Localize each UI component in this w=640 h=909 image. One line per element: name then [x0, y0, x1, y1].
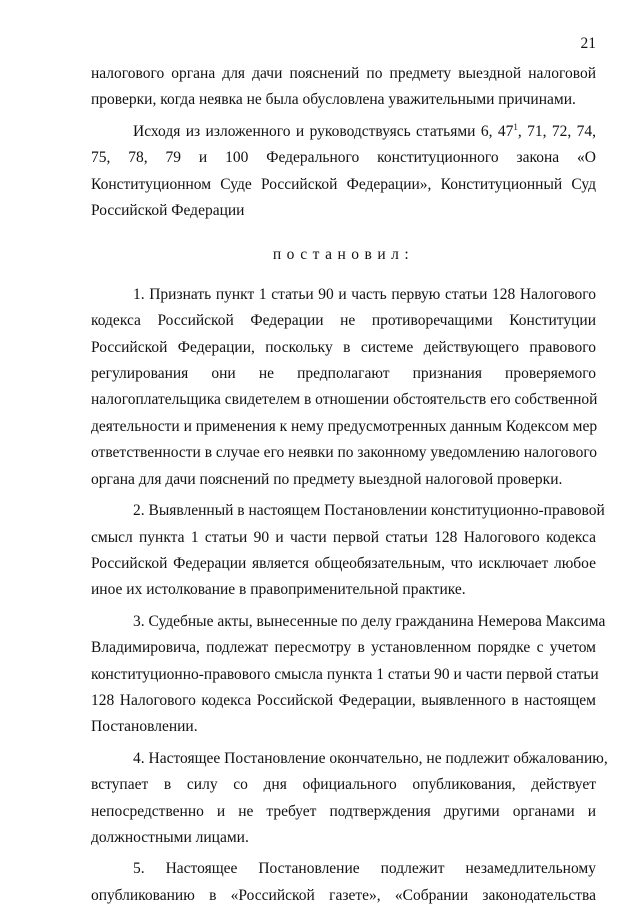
text-line: налогового органа для дачи пояснений по предмету выездной налоговой — [91, 65, 596, 82]
basis-text: Исходя из изложенного и руководствуясь статьями 6, 47 — [133, 122, 514, 140]
basis-text-continued: , 71, 72, 74, — [517, 122, 597, 140]
text-line: ответственности в случае его неявки по законному уведомлению налогового — [91, 444, 598, 462]
text-line: органа для дачи пояснений по предмету выездной налоговой проверки. — [91, 470, 563, 488]
resolution-item-5 — [91, 856, 596, 909]
basis-paragraph — [91, 119, 596, 225]
text-line: иное их истолкование в правоприменительной практике. — [91, 581, 466, 599]
resolution-item-2 — [91, 498, 605, 604]
text-line: Российской Федерации является общеобязательным, что исключает любое — [91, 554, 596, 572]
text-line: 128 Налогового кодекса Российской Федерации, выявленного в настоящем — [91, 691, 596, 709]
resolution-item-4 — [91, 746, 608, 852]
text-line: конституционно-правового смысла пункта 1 статьи 90 и части первой статьи — [91, 665, 599, 683]
document-body — [91, 61, 608, 909]
page-number: 21 — [580, 35, 596, 52]
article-superscript: 1 — [513, 121, 518, 132]
text-line: 4. Настоящее Постановление окончательно, не подлежит обжалованию, — [133, 749, 608, 767]
text-line: проверки, когда неявка не была обусловлена уважительными причинами. — [91, 91, 576, 109]
text-line: деятельности и применения к нему предусмотренных данным Кодексом мер — [91, 417, 598, 435]
text-line — [91, 119, 596, 145]
text-line: регулирования они не предполагают признания проверяемого — [91, 365, 596, 383]
text-line: Российской Федерации — [91, 202, 245, 220]
resolution-item-3 — [91, 609, 606, 741]
resolution-item-1 — [91, 282, 596, 493]
text-line: Владимировича, подлежат пересмотру в установленном порядке с учетом — [91, 639, 596, 657]
text-line: 1. Признать пункт 1 статьи 90 и часть первую статьи 128 Налогового — [133, 285, 596, 303]
text-line: 75, 78, 79 и 100 Федерального конституционного закона «О — [91, 149, 596, 167]
text-line: Конституционном Суде Российской Федерации», Конституционный Суд — [91, 175, 596, 193]
text-line: 3. Судебные акты, вынесенные по делу гражданина Немерова Максима — [133, 612, 606, 630]
text-line: непосредственно и не требует подтверждения другими органами и — [91, 802, 596, 820]
text-line: вступает в силу со дня официального опубликования, действует — [91, 776, 596, 794]
intro-paragraph — [91, 61, 596, 114]
text-line: опубликованию в «Российской газете», «Собрании законодательства — [91, 886, 596, 904]
text-line: 5. Настоящее Постановление подлежит незамедлительному — [133, 860, 596, 878]
text-line: Постановлении. — [91, 718, 198, 736]
text-line: кодекса Российской Федерации не противоречащими Конституции — [91, 312, 596, 330]
resolution-heading: постановил: — [272, 246, 415, 264]
text-line: Российской Федерации, поскольку в системе действующего правового — [91, 338, 596, 356]
text-line: налогоплательщика свидетелем в отношении обстоятельств его собственной — [91, 391, 598, 409]
text-line: 2. Выявленный в настоящем Постановлении конституционно-правовой — [133, 502, 605, 520]
text-line: должностными лицами. — [91, 828, 249, 846]
text-line: смысл пункта 1 статьи 90 и части первой статьи 128 Налогового кодекса — [91, 528, 596, 546]
